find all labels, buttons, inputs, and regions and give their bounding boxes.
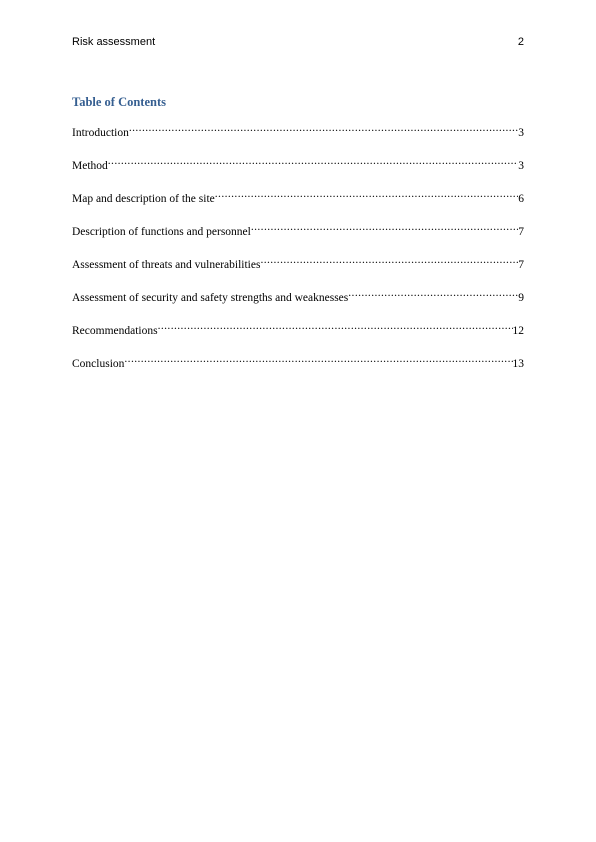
toc-entry-introduction[interactable] bbox=[72, 122, 524, 155]
toc-entry-title: Assessment of threats and vulnerabilities bbox=[72, 259, 261, 271]
toc-entry-title: Assessment of security and safety strengths and weaknesses bbox=[72, 292, 349, 304]
toc-dot-leader bbox=[260, 254, 518, 268]
toc-dot-leader bbox=[108, 155, 518, 169]
page-header bbox=[72, 36, 524, 50]
toc-entry-title: Introduction bbox=[72, 127, 129, 139]
toc-entry-title: Description of functions and personnel bbox=[72, 226, 251, 238]
toc-entry-page: 3 bbox=[518, 160, 524, 172]
toc-entry-page: 13 bbox=[512, 358, 524, 370]
toc-entry-page: 9 bbox=[518, 292, 524, 304]
toc-heading: Table of Contents bbox=[72, 95, 166, 109]
toc-entry-page: 3 bbox=[518, 127, 524, 139]
toc-dot-leader bbox=[251, 221, 518, 235]
toc-entry-method[interactable] bbox=[72, 155, 524, 188]
toc-entry-page: 6 bbox=[518, 193, 524, 205]
toc-dot-leader bbox=[348, 287, 518, 301]
toc-entry-conclusion[interactable] bbox=[72, 353, 524, 386]
toc-entry-page: 7 bbox=[518, 259, 524, 271]
toc-entry-title: Recommendations bbox=[72, 325, 158, 337]
toc-entry-threats-vulnerabilities[interactable] bbox=[72, 254, 524, 287]
header-page-number: 2 bbox=[517, 36, 524, 48]
toc-dot-leader bbox=[129, 122, 518, 136]
header-title: Risk assessment bbox=[72, 36, 156, 48]
toc-dot-leader bbox=[158, 320, 513, 334]
toc-dot-leader bbox=[124, 353, 512, 367]
toc-entry-page: 7 bbox=[518, 226, 524, 238]
toc-entry-recommendations[interactable] bbox=[72, 320, 524, 353]
toc-entry-map-description[interactable] bbox=[72, 188, 524, 221]
toc-entry-page: 12 bbox=[512, 325, 524, 337]
toc-entry-title: Method bbox=[72, 160, 108, 172]
toc-dot-leader bbox=[215, 188, 518, 202]
toc-entry-title: Map and description of the site bbox=[72, 193, 215, 205]
toc-entry-strengths-weaknesses[interactable] bbox=[72, 287, 524, 320]
toc-entry-functions-personnel[interactable] bbox=[72, 221, 524, 254]
toc-entry-title: Conclusion bbox=[72, 358, 125, 370]
toc-list bbox=[72, 122, 524, 386]
